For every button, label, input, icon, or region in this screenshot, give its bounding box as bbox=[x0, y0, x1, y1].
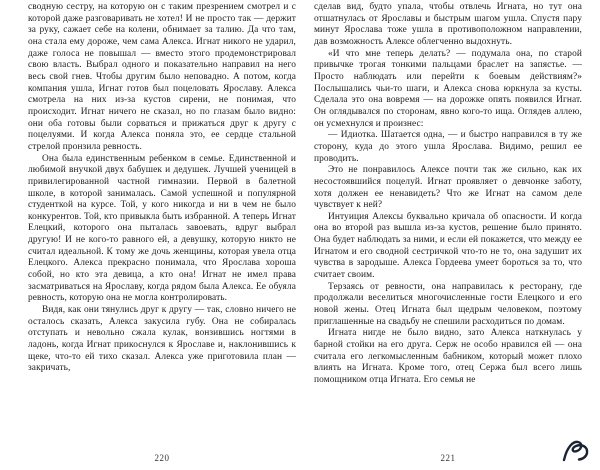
page-number-right: 221 bbox=[440, 453, 456, 463]
paragraph: сделав вид, будто упала, чтобы отвлечь Игната, но тут она отшатнулась от Ярославы и быстрым шагом ушла. Спустя пару минут Ярослава тоже ушла в противоположном направлении, дав возможность Алексе облегченно выдохнуть. bbox=[314, 2, 582, 47]
paragraph: сводную сестру, на которую он с таким презрением смотрел и с которой даже разговаривать не хотел! И не просто так — держит за руку, сажает себе на колени, обнимает за талию. Да что там, она стала ему дороже, чем сама Алекса. Игнат никого не ударил, даже голоса не повышал — вместо этого продемонстрировал свою власть. Выбрал одного и показательно направил на него весь свой гнев. Чтобы другим было неповадно. А потом, когда компания ушла, Игнат готов был поцеловать Ярославу. Алекса смотрела на них из-за кустов сирени, не понимая, что происходит. Игнат ничего не сказал, но по глазам было видно: они оба готовы были сорваться и прижаться друг к другу с поцелуями. И когда Алекса поняла это, ее сердце стальной стрелой пронзила ревность. bbox=[28, 2, 296, 152]
book-page-left bbox=[28, 2, 296, 470]
paragraph: Терзаясь от ревности, она направилась к ресторану, где продолжали веселиться многочисленные гости Елецкого и его новой жены. Отец Игната был щедрым человеком, поэтому приглашенные на свадьбу не спешили расходиться по домам. bbox=[314, 281, 582, 327]
paragraph: Игната нигде не было видно, зато Алекса наткнулась у барной стойки на его друга. Серж не особо нравился ей — она считала его легкомысленным бабником, который может плохо влиять на Игната. Кроме того, отец Сержа был всего лишь помощником отца Игната. Его семья не bbox=[314, 328, 582, 385]
page-number-left: 220 bbox=[154, 453, 170, 463]
paragraph: Она была единственным ребенком в семье. Единственной и любимой внучкой двух бабушек и дедушек. Лучшей ученицей в привилегированной частной гимназии. Первой в балетной школе, в которой занималась. Самой успешной и популярной студенткой на курсе. Той, у кого никогда и ни в чем не было конкурентов. Той, кто привыкла быть избранной. А теперь Игнат Елецкий, которого она пыталась завоевать, вдруг выбрал другую! И не кого-то равного ей, а девушку, которую никто не считал идеальной. К тому же дочь женщины, которая увела отца Елецкого. Алекса прекрасно понимала, что Ярослава хороша собой, но кто эта девица, а кто она! Игнат не имел права засматриваться на Ярославу, когда рядом была Алекса. Ее обуяла ревность, которую она не могла контролировать. bbox=[28, 153, 296, 304]
quill-scribble-icon bbox=[562, 439, 590, 463]
page-left-text bbox=[28, 2, 296, 446]
book-page-right bbox=[314, 2, 582, 470]
paragraph: Видя, как они тянулись друг к другу — так, словно ничего не осталось сказать, Алекса закусила губу. Она не собиралась отступать и невольно сжала кулак, вонзившись ногтями в ладонь, когда Игнат прикоснулся к Ярославе и, наклонившись к щеке, что-то ей тихо сказал. Алекса уже приготовила план — закричать, bbox=[28, 305, 296, 374]
paragraph: «И что мне теперь делать? — подумала она, по старой привычке трогая тонкими пальцами браслет на запястье. — Просто наблюдать или перейти к боевым действиям?» Послышались чьи-то шаги, и Алекса снова юркнула за кусты. Сделала это она вовремя — на дорожке опять появился Игнат. Он оглядывался по сторонам, явно кого-то ища. Оглядев аллею, он усмехнулся и произнес: bbox=[314, 48, 582, 129]
page-right-text bbox=[314, 2, 582, 446]
paragraph: Интуиция Алексы буквально кричала об опасности. И когда она во второй раз вышла из-за кустов, решение было принято. Она будет наблюдать за ними, и если ей покажется, что между ее Игнатом и его сводной сестричкой что-то не то, она задушит их чувства в зародыше. Алекса Гордеева умеет бороться за то, что считает своим. bbox=[314, 211, 582, 281]
paragraph: Это не понравилось Алексе почти так же сильно, как их несостоявшийся поцелуй. Игнат проявляет о девчонке заботу, хотя должен ее ненавидеть? Что же Игнат на самом деле чувствует к ней? bbox=[314, 165, 582, 211]
paragraph: — Идиотка. Шатается одна, — и быстро направился в ту же сторону, куда до этого ушла Ярослава. Видимо, решил ее проводить. bbox=[314, 130, 582, 164]
